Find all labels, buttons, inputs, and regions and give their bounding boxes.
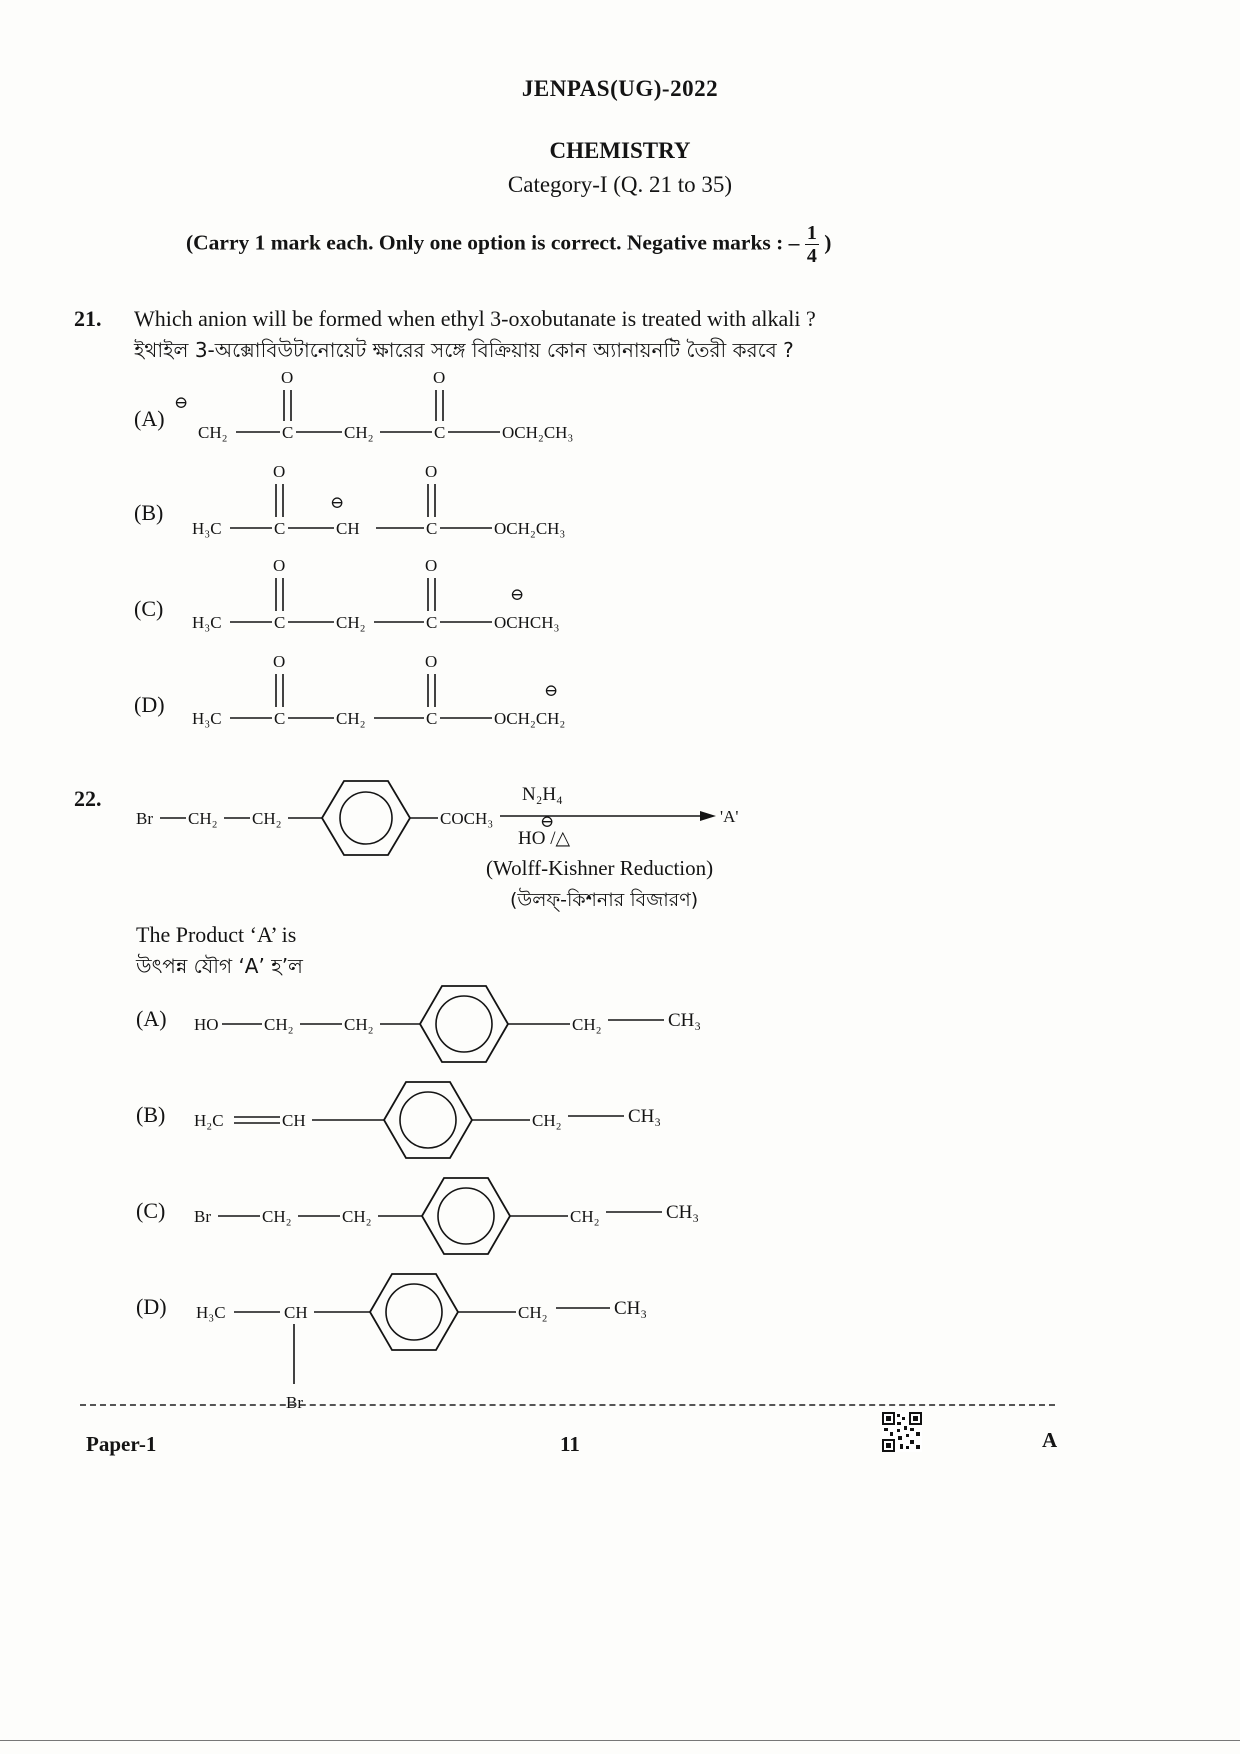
group-ch2: CH₂ — [188, 809, 218, 828]
question-22-prompt-en: The Product ‘A’ is — [136, 922, 297, 947]
benzene-ring — [384, 1082, 472, 1158]
page-number: 11 — [560, 1432, 580, 1456]
q22-option-b-structure — [194, 1082, 661, 1158]
group-methyl: CH₃ — [668, 1010, 702, 1031]
group-ch2: CH₂ — [198, 423, 228, 442]
anion-charge: ⊖ — [330, 493, 345, 512]
oxygen-atom: O — [281, 368, 294, 387]
exam-title: JENPAS(UG)-2022 — [521, 76, 719, 101]
group-ch: CH — [336, 519, 360, 538]
group-ch: CH — [284, 1303, 308, 1322]
group-ester: OCH₂CH₃ — [494, 519, 566, 538]
q21-option-b-structure — [192, 462, 565, 538]
q21-option-d-structure — [192, 652, 565, 728]
carbonyl-carbon: C — [426, 519, 438, 538]
q22-option-a-label: (A) — [136, 1006, 167, 1031]
product-label: 'A' — [720, 807, 739, 826]
group-methyl: H₃C — [192, 519, 222, 538]
qr-code-icon — [882, 1412, 922, 1452]
q22-reaction-scheme — [136, 781, 738, 855]
paper-label: Paper-1 — [86, 1432, 157, 1456]
group-methylene: H₂C — [194, 1111, 224, 1130]
instruction-text: (Carry 1 mark each. Only one option is correct. Negative marks : – — [186, 230, 800, 255]
group-bromo: Br — [286, 1393, 303, 1412]
carbonyl-carbon: C — [274, 709, 286, 728]
carbonyl-carbon: C — [426, 709, 438, 728]
group-ch2: CH₂ — [572, 1015, 602, 1034]
question-number-21: 21. — [74, 306, 102, 331]
q21-option-c-structure — [192, 556, 560, 632]
reagent-base-heat: HO /△ — [518, 828, 571, 849]
oxygen-atom: O — [273, 652, 286, 671]
group-ch2: CH₂ — [344, 423, 374, 442]
arrow-head — [700, 811, 716, 821]
q21-option-b-label: (B) — [134, 500, 164, 525]
group-ch2: CH₂ — [532, 1111, 562, 1130]
question-22-prompt-bn: উৎপন্ন যৌগ ‘A’ হ’ল — [136, 954, 303, 978]
group-methyl: H₃C — [196, 1303, 226, 1322]
group-ch2: CH₂ — [570, 1207, 600, 1226]
group-ch2: CH₂ — [336, 613, 366, 632]
carbonyl-carbon: C — [274, 613, 286, 632]
page-edge-line — [0, 1740, 1240, 1741]
benzene-ring — [422, 1178, 510, 1254]
anion-charge: ⊖ — [174, 393, 189, 412]
aromatic-circle — [436, 996, 492, 1052]
group-ester-anion: OCHCH₃ — [494, 613, 560, 632]
anion-charge: ⊖ — [510, 585, 525, 604]
q22-option-d-structure — [196, 1274, 647, 1412]
aromatic-circle — [340, 792, 392, 844]
subject-title: CHEMISTRY — [549, 138, 691, 163]
group-ester-anion: OCH₂CH₂ — [494, 709, 566, 728]
oxygen-atom: O — [273, 462, 286, 481]
group-acetyl: COCH₃ — [440, 809, 494, 828]
reaction-name-bn: (উলফ্-কিশনার বিজারণ) — [510, 889, 699, 911]
group-ch2: CH₂ — [336, 709, 366, 728]
group-ch2: CH₂ — [342, 1207, 372, 1226]
group-methyl: CH₃ — [666, 1202, 700, 1223]
carbonyl-carbon: C — [274, 519, 286, 538]
group-ester: OCH₂CH₃ — [502, 423, 574, 442]
q21-option-c-label: (C) — [134, 596, 164, 621]
question-set-label: A — [1042, 1428, 1058, 1452]
group-ch2: CH₂ — [344, 1015, 374, 1034]
group-bromo: Br — [194, 1207, 211, 1226]
group-ch: CH — [282, 1111, 306, 1130]
q22-option-d-label: (D) — [136, 1294, 167, 1319]
instruction-close: ) — [824, 230, 832, 255]
group-methyl: CH₃ — [614, 1298, 648, 1319]
group-methyl: H₃C — [192, 709, 222, 728]
q21-option-a-structure — [174, 368, 573, 442]
reaction-name-en: (Wolff-Kishner Reduction) — [486, 856, 714, 880]
aromatic-circle — [400, 1092, 456, 1148]
q22-option-a-structure — [194, 986, 701, 1062]
group-hydroxy: HO — [194, 1015, 219, 1034]
group-ch2: CH₂ — [252, 809, 282, 828]
group-ch2: CH₂ — [262, 1207, 292, 1226]
q22-option-b-label: (B) — [136, 1102, 166, 1127]
footer-divider — [80, 1404, 1055, 1406]
carbonyl-carbon: C — [426, 613, 438, 632]
aromatic-circle — [438, 1188, 494, 1244]
group-bromo: Br — [136, 809, 153, 828]
oxygen-atom: O — [425, 652, 438, 671]
oxygen-atom: O — [425, 462, 438, 481]
q21-option-a-label: (A) — [134, 406, 165, 431]
category-title: Category-I (Q. 21 to 35) — [507, 172, 733, 197]
benzene-ring — [370, 1274, 458, 1350]
carbonyl-carbon: C — [282, 423, 294, 442]
group-ch2: CH₂ — [518, 1303, 548, 1322]
q21-option-d-label: (D) — [134, 692, 165, 717]
q22-option-c-structure — [194, 1178, 699, 1254]
benzene-ring — [420, 986, 508, 1062]
oxygen-atom: O — [433, 368, 446, 387]
group-methyl: H₃C — [192, 613, 222, 632]
anion-charge: ⊖ — [544, 681, 559, 700]
anion-charge: ⊖ — [540, 812, 555, 831]
aromatic-circle — [386, 1284, 442, 1340]
q22-option-c-label: (C) — [136, 1198, 166, 1223]
group-methyl: CH₃ — [628, 1106, 662, 1127]
fraction-denominator: 4 — [806, 245, 817, 267]
oxygen-atom: O — [273, 556, 286, 575]
reagent-hydrazine: N₂H₄ — [522, 784, 563, 805]
question-21-text-en: Which anion will be formed when ethyl 3-oxobutanate is treated with alkali ? — [134, 306, 816, 331]
question-21-text-bn: ইথাইল 3-অক্সোবিউটানোয়েট ক্ষারের সঙ্গে বিক্রিয়ায় কোন অ্যানায়নটি তৈরী করবে ? — [134, 338, 794, 362]
fraction-numerator: 1 — [806, 222, 817, 244]
question-number-22: 22. — [74, 786, 102, 811]
group-ch2: CH₂ — [264, 1015, 294, 1034]
oxygen-atom: O — [425, 556, 438, 575]
carbonyl-carbon: C — [434, 423, 446, 442]
